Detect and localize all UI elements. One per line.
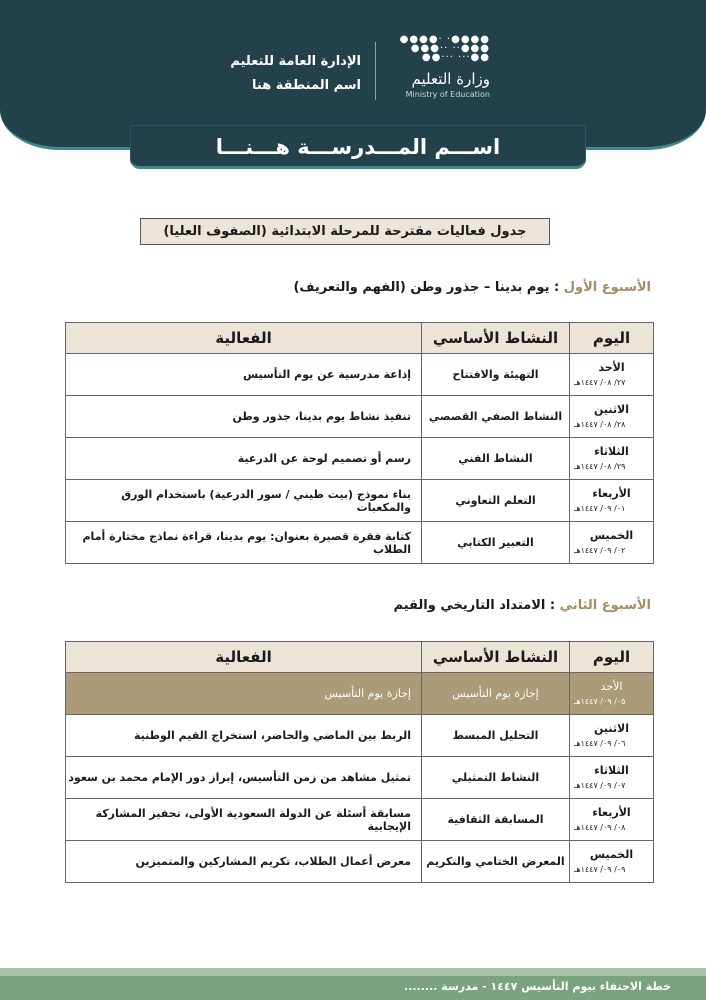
col-day: اليوم — [570, 642, 654, 673]
day-cell — [570, 799, 654, 841]
dept-line1: الإدارة العامة للتعليم — [230, 54, 361, 69]
day-cell — [570, 396, 654, 438]
activity-cell: النشاط التمثيلي — [422, 757, 570, 799]
dept-line2: اسم المنطقة هنا — [252, 78, 361, 93]
week-label: الأسبوع الثاني — [559, 598, 651, 613]
effectiveness-cell: تمثيل مشاهد من زمن التأسيس، إبراز دور الإمام محمد بن سعود — [66, 757, 422, 799]
activity-cell: التهيئة والافتتاح — [422, 354, 570, 396]
week-label: الأسبوع الأول — [563, 280, 651, 295]
day-name: الخميس — [589, 528, 634, 542]
day-name: الاثنين — [594, 721, 629, 735]
day-name: الثلاثاء — [594, 763, 629, 777]
effectiveness-cell: إجازة يوم التأسيس — [66, 673, 422, 715]
col-effectiveness: الفعالية — [66, 323, 422, 354]
day-cell — [570, 438, 654, 480]
day-name: الأربعاء — [592, 805, 631, 819]
ministry-name-en: Ministry of Education — [405, 90, 490, 99]
effectiveness-cell: معرض أعمال الطلاب، تكريم المشاركين والمتميزين — [66, 841, 422, 883]
day-name: الأحد — [598, 360, 625, 374]
ministry-logo — [395, 35, 490, 99]
day-date: ٠١/ ٠٩/ ١٤٤٧هـ — [574, 503, 626, 513]
day-date: ٠٥/ ٠٩/ ١٤٤٧هـ — [574, 696, 626, 706]
activity-cell: النشاط الفني — [422, 438, 570, 480]
activity-cell: التحليل المبسط — [422, 715, 570, 757]
effectiveness-cell: تنفيذ نشاط يوم بدينا، جذور وطن — [66, 396, 422, 438]
day-cell — [570, 480, 654, 522]
table-row — [66, 354, 654, 396]
day-date: ٠٩/ ٠٩/ ١٤٤٧هـ — [574, 864, 626, 874]
table-header — [66, 323, 654, 354]
table-row — [66, 799, 654, 841]
footer-text: خطة الاحتفاء بيوم التأسيس ١٤٤٧ - مدرسة ........ — [0, 976, 706, 1000]
day-name: الأربعاء — [592, 486, 631, 500]
effectiveness-cell: رسم أو تصميم لوحة عن الدرعية — [66, 438, 422, 480]
day-date: ٢٩/ ٠٨/ ١٤٤٧هـ — [574, 461, 626, 471]
day-name: الاثنين — [594, 402, 629, 416]
week-theme: يوم بدينا – جذور وطن (الفهم والتعريف) — [293, 280, 550, 295]
activity-cell: النشاط الصفي القصصي — [422, 396, 570, 438]
activity-cell: التعلم التعاوني — [422, 480, 570, 522]
col-day: اليوم — [570, 323, 654, 354]
effectiveness-cell: كتابة فقرة قصيرة بعنوان: يوم بدينا، قراءة نماذج مختارة أمام الطلاب — [66, 522, 422, 564]
week1-table — [65, 322, 654, 564]
effectiveness-cell: إذاعة مدرسية عن يوم التأسيس — [66, 354, 422, 396]
day-cell — [570, 522, 654, 564]
day-date: ٢٧/ ٠٨/ ١٤٤٧هـ — [574, 377, 626, 387]
table-row — [66, 757, 654, 799]
table-row — [66, 715, 654, 757]
table-row — [66, 396, 654, 438]
table-header — [66, 642, 654, 673]
day-cell — [570, 673, 654, 715]
effectiveness-cell: مسابقة أسئلة عن الدولة السعودية الأولى، تحفيز المشاركة الإيجابية — [66, 799, 422, 841]
activity-cell: إجازة يوم التأسيس — [422, 673, 570, 715]
day-name: الثلاثاء — [594, 444, 629, 458]
table-row — [66, 673, 654, 715]
page-title: جدول فعاليات مقترحة للمرحلة الابتدائية (الصفوف العليا) — [140, 218, 550, 245]
school-name: اســـم المـــدرســـة هـــنـــا — [130, 125, 586, 169]
week-heading: الأسبوع الأول : يوم بدينا – جذور وطن (الفهم والتعريف) — [293, 280, 651, 295]
day-date: ٠٦/ ٠٩/ ١٤٤٧هـ — [574, 738, 626, 748]
col-effectiveness: الفعالية — [66, 642, 422, 673]
activity-cell: المعرض الختامي والتكريم — [422, 841, 570, 883]
day-name: الأحد — [600, 679, 623, 693]
week2-table — [65, 641, 654, 883]
col-activity: النشاط الأساسي — [422, 642, 570, 673]
day-cell — [570, 757, 654, 799]
day-date: ٢٨/ ٠٨/ ١٤٤٧هـ — [574, 419, 626, 429]
department — [230, 50, 361, 98]
day-cell — [570, 354, 654, 396]
col-activity: النشاط الأساسي — [422, 323, 570, 354]
footer — [0, 968, 706, 1000]
table-row — [66, 480, 654, 522]
day-cell — [570, 715, 654, 757]
activity-cell: المسابقة الثقافية — [422, 799, 570, 841]
day-date: ٠٧/ ٠٩/ ١٤٤٧هـ — [574, 780, 626, 790]
header-divider — [375, 42, 376, 100]
table-row — [66, 522, 654, 564]
day-date: ٠٨/ ٠٩/ ١٤٤٧هـ — [574, 822, 626, 832]
week-theme: الامتداد التاريخي والقيم — [393, 598, 546, 613]
day-name: الخميس — [589, 847, 634, 861]
effectiveness-cell: الربط بين الماضي والحاضر، استخراج القيم الوطنية — [66, 715, 422, 757]
effectiveness-cell: بناء نموذج (بيت طيني / سور الدرعية) باستخدام الورق والمكعبات — [66, 480, 422, 522]
table-row — [66, 438, 654, 480]
logo-dots-icon: ●●●●· ·●●●● ●●●·· ··●●● ●●··· ···●● — [399, 34, 490, 63]
ministry-name-ar: وزارة التعليم — [411, 70, 490, 88]
activity-cell: التعبير الكتابي — [422, 522, 570, 564]
table-row — [66, 841, 654, 883]
day-cell — [570, 841, 654, 883]
week-heading: الأسبوع الثاني : الامتداد التاريخي والقيم — [393, 598, 651, 613]
day-date: ٠٢/ ٠٩/ ١٤٤٧هـ — [574, 545, 626, 555]
